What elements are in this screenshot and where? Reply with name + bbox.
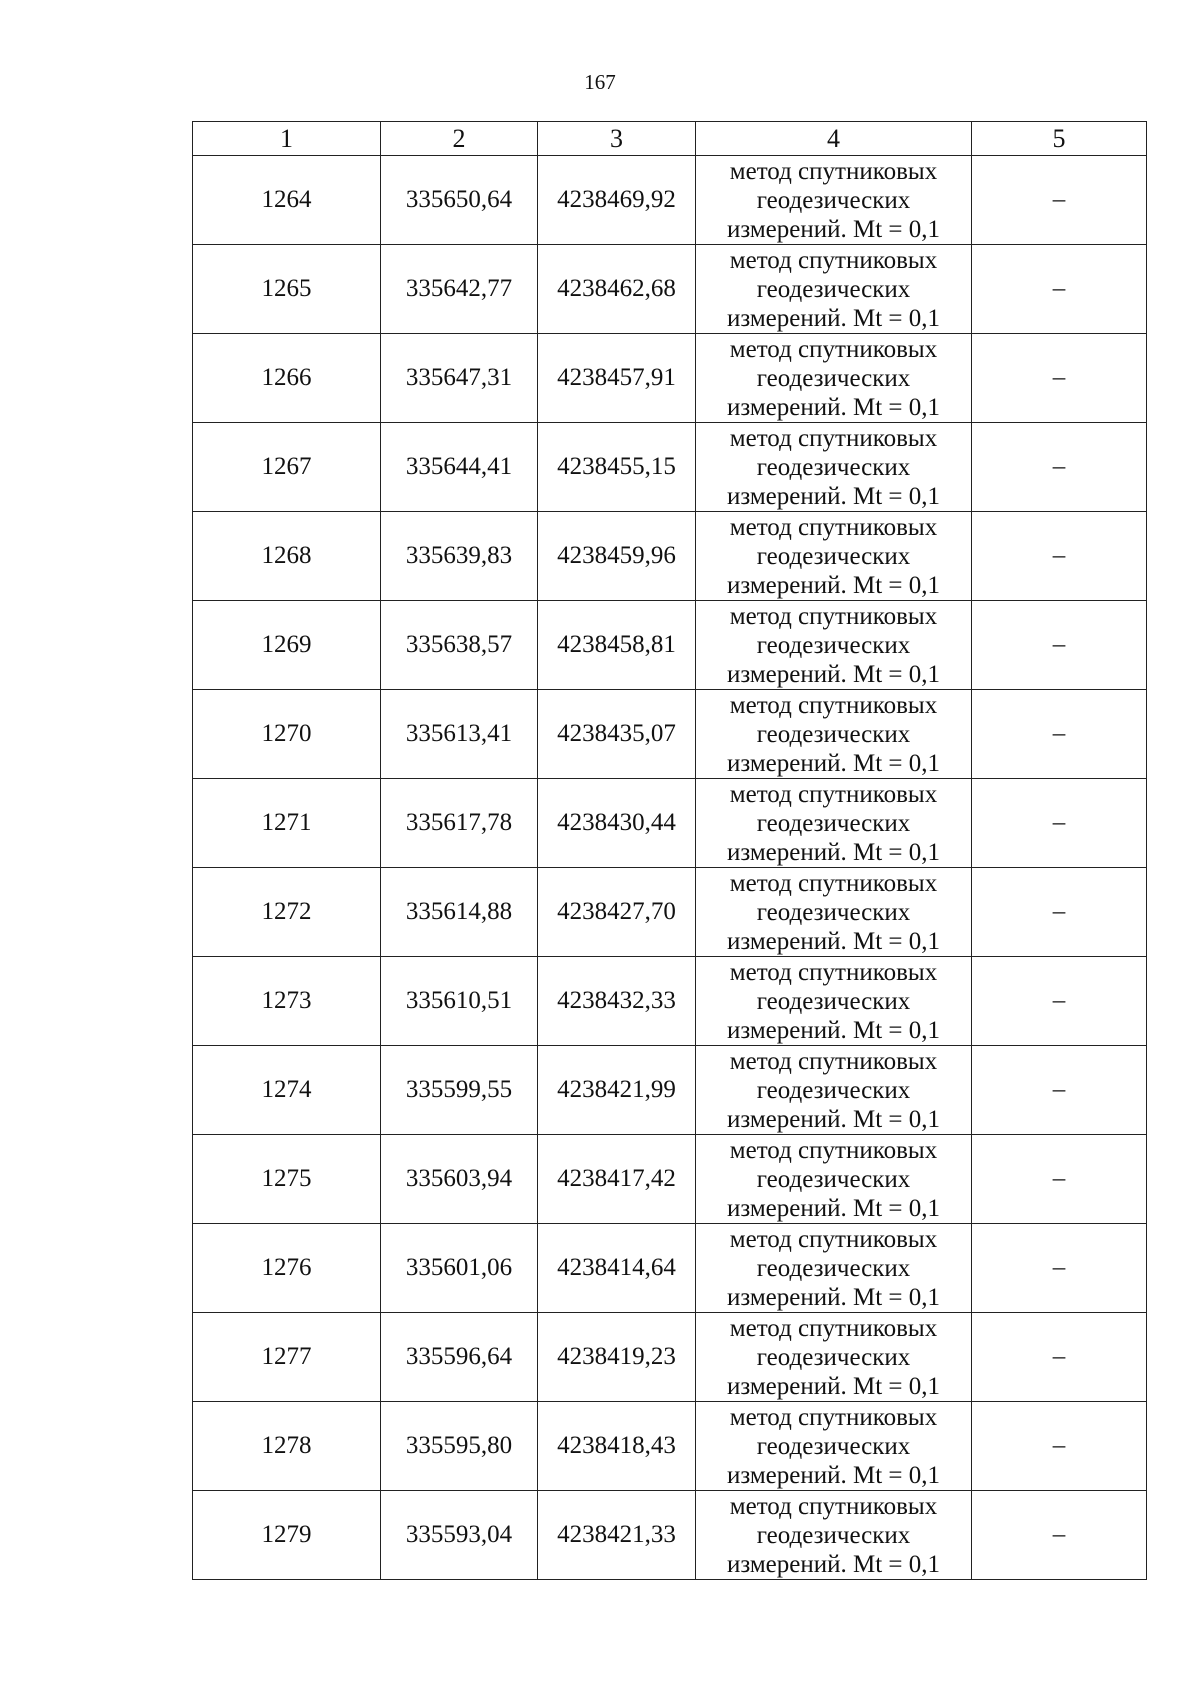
method-text-line: метод спутниковых (729, 157, 938, 185)
x-coordinate-cell: 335642,77 (381, 245, 538, 334)
point-number-cell: 1274 (193, 1046, 381, 1135)
table-body (193, 156, 1147, 1580)
method-text-line: метод спутниковых (729, 1403, 938, 1431)
table-row (193, 512, 1147, 601)
method-text-line: метод спутниковых (729, 424, 938, 452)
y-coordinate-cell: 4238421,99 (538, 1046, 696, 1135)
y-coordinate-cell: 4238421,33 (538, 1491, 696, 1580)
point-number-cell: 1271 (193, 779, 381, 868)
y-coordinate-cell: 4238432,33 (538, 957, 696, 1046)
method-text-line: метод спутниковых (729, 1492, 938, 1520)
note-cell: – (972, 423, 1147, 512)
point-number-cell: 1275 (193, 1135, 381, 1224)
method-text-line: измерений. Mt = 0,1 (726, 1461, 941, 1489)
table-row (193, 868, 1147, 957)
y-coordinate-cell: 4238459,96 (538, 512, 696, 601)
method-cell (696, 423, 972, 512)
method-text-line: геодезических (756, 631, 911, 659)
note-cell: – (972, 868, 1147, 957)
method-text-line: измерений. Mt = 0,1 (726, 1372, 941, 1400)
note-cell: – (972, 690, 1147, 779)
method-cell (696, 1313, 972, 1402)
point-number-cell: 1270 (193, 690, 381, 779)
y-coordinate-cell: 4238458,81 (538, 601, 696, 690)
method-text-line: метод спутниковых (729, 869, 938, 897)
point-number-cell: 1266 (193, 334, 381, 423)
method-text-line: геодезических (756, 1076, 911, 1104)
note-cell: – (972, 1313, 1147, 1402)
method-text-line: геодезических (756, 186, 911, 214)
method-text-line: геодезических (756, 364, 911, 392)
method-text-line: геодезических (756, 1165, 911, 1193)
table-row (193, 779, 1147, 868)
table-row (193, 423, 1147, 512)
method-text-line: измерений. Mt = 0,1 (726, 393, 941, 421)
method-text-line: геодезических (756, 809, 911, 837)
x-coordinate-cell: 335610,51 (381, 957, 538, 1046)
method-text-line: измерений. Mt = 0,1 (726, 749, 941, 777)
method-text-line: геодезических (756, 720, 911, 748)
method-text-line: измерений. Mt = 0,1 (726, 1016, 941, 1044)
method-text-line: геодезических (756, 275, 911, 303)
point-number-cell: 1265 (193, 245, 381, 334)
note-cell: – (972, 334, 1147, 423)
method-text-line: измерений. Mt = 0,1 (726, 215, 941, 243)
method-text-line: измерений. Mt = 0,1 (726, 571, 941, 599)
table-row (193, 245, 1147, 334)
note-cell: – (972, 1135, 1147, 1224)
x-coordinate-cell: 335647,31 (381, 334, 538, 423)
x-coordinate-cell: 335638,57 (381, 601, 538, 690)
method-text-line: геодезических (756, 453, 911, 481)
x-coordinate-cell: 335650,64 (381, 156, 538, 245)
method-cell (696, 957, 972, 1046)
note-cell: – (972, 957, 1147, 1046)
method-text-line: геодезических (756, 987, 911, 1015)
header-col-1: 1 (193, 122, 381, 156)
point-number-cell: 1278 (193, 1402, 381, 1491)
note-cell: – (972, 245, 1147, 334)
table-row (193, 1313, 1147, 1402)
x-coordinate-cell: 335617,78 (381, 779, 538, 868)
note-cell: – (972, 156, 1147, 245)
method-text-line: измерений. Mt = 0,1 (726, 1550, 941, 1578)
method-text-line: геодезических (756, 542, 911, 570)
point-number-cell: 1277 (193, 1313, 381, 1402)
method-text-line: измерений. Mt = 0,1 (726, 304, 941, 332)
method-text-line: метод спутниковых (729, 691, 938, 719)
method-cell (696, 690, 972, 779)
method-cell (696, 1046, 972, 1135)
method-cell (696, 868, 972, 957)
x-coordinate-cell: 335603,94 (381, 1135, 538, 1224)
y-coordinate-cell: 4238418,43 (538, 1402, 696, 1491)
table-header (193, 122, 1147, 156)
method-text-line: метод спутниковых (729, 1225, 938, 1253)
note-cell: – (972, 601, 1147, 690)
header-col-3: 3 (538, 122, 696, 156)
method-text-line: метод спутниковых (729, 246, 938, 274)
point-number-cell: 1264 (193, 156, 381, 245)
method-text-line: геодезических (756, 898, 911, 926)
method-cell (696, 779, 972, 868)
note-cell: – (972, 1402, 1147, 1491)
method-text-line: геодезических (756, 1254, 911, 1282)
method-text-line: геодезических (756, 1432, 911, 1460)
coordinates-table (192, 121, 1147, 1580)
method-text-line: метод спутниковых (729, 1136, 938, 1164)
x-coordinate-cell: 335644,41 (381, 423, 538, 512)
table-row (193, 156, 1147, 245)
table-row (193, 1402, 1147, 1491)
method-text-line: измерений. Mt = 0,1 (726, 927, 941, 955)
note-cell: – (972, 1224, 1147, 1313)
y-coordinate-cell: 4238427,70 (538, 868, 696, 957)
method-text-line: метод спутниковых (729, 1314, 938, 1342)
point-number-cell: 1272 (193, 868, 381, 957)
y-coordinate-cell: 4238417,42 (538, 1135, 696, 1224)
method-text-line: метод спутниковых (729, 602, 938, 630)
method-text-line: метод спутниковых (729, 513, 938, 541)
page-number: 167 (584, 70, 616, 94)
method-cell (696, 334, 972, 423)
x-coordinate-cell: 335614,88 (381, 868, 538, 957)
note-cell: – (972, 512, 1147, 601)
method-text-line: геодезических (756, 1343, 911, 1371)
y-coordinate-cell: 4238430,44 (538, 779, 696, 868)
y-coordinate-cell: 4238414,64 (538, 1224, 696, 1313)
point-number-cell: 1268 (193, 512, 381, 601)
method-cell (696, 156, 972, 245)
point-number-cell: 1269 (193, 601, 381, 690)
header-row (193, 122, 1147, 156)
method-text-line: метод спутниковых (729, 335, 938, 363)
method-cell (696, 512, 972, 601)
method-cell (696, 245, 972, 334)
method-text-line: измерений. Mt = 0,1 (726, 1283, 941, 1311)
point-number-cell: 1276 (193, 1224, 381, 1313)
table-row (193, 1224, 1147, 1313)
table-row (193, 334, 1147, 423)
table-row (193, 1491, 1147, 1580)
table-row (193, 1135, 1147, 1224)
method-text-line: измерений. Mt = 0,1 (726, 482, 941, 510)
method-cell (696, 1135, 972, 1224)
header-col-4: 4 (696, 122, 972, 156)
method-text-line: геодезических (756, 1521, 911, 1549)
note-cell: – (972, 1491, 1147, 1580)
method-text-line: измерений. Mt = 0,1 (726, 660, 941, 688)
x-coordinate-cell: 335593,04 (381, 1491, 538, 1580)
method-text-line: метод спутниковых (729, 1047, 938, 1075)
x-coordinate-cell: 335601,06 (381, 1224, 538, 1313)
y-coordinate-cell: 4238462,68 (538, 245, 696, 334)
method-cell (696, 1224, 972, 1313)
table-row (193, 1046, 1147, 1135)
point-number-cell: 1267 (193, 423, 381, 512)
x-coordinate-cell: 335599,55 (381, 1046, 538, 1135)
x-coordinate-cell: 335595,80 (381, 1402, 538, 1491)
table-row (193, 957, 1147, 1046)
method-cell (696, 1402, 972, 1491)
table-row (193, 601, 1147, 690)
method-cell (696, 601, 972, 690)
point-number-cell: 1273 (193, 957, 381, 1046)
x-coordinate-cell: 335613,41 (381, 690, 538, 779)
point-number-cell: 1279 (193, 1491, 381, 1580)
header-col-5: 5 (972, 122, 1147, 156)
x-coordinate-cell: 335596,64 (381, 1313, 538, 1402)
table-row (193, 690, 1147, 779)
method-text-line: измерений. Mt = 0,1 (726, 1194, 941, 1222)
method-text-line: метод спутниковых (729, 780, 938, 808)
method-text-line: измерений. Mt = 0,1 (726, 1105, 941, 1133)
y-coordinate-cell: 4238435,07 (538, 690, 696, 779)
method-text-line: метод спутниковых (729, 958, 938, 986)
y-coordinate-cell: 4238455,15 (538, 423, 696, 512)
note-cell: – (972, 1046, 1147, 1135)
y-coordinate-cell: 4238469,92 (538, 156, 696, 245)
y-coordinate-cell: 4238457,91 (538, 334, 696, 423)
method-cell (696, 1491, 972, 1580)
method-text-line: измерений. Mt = 0,1 (726, 838, 941, 866)
x-coordinate-cell: 335639,83 (381, 512, 538, 601)
header-col-2: 2 (381, 122, 538, 156)
note-cell: – (972, 779, 1147, 868)
y-coordinate-cell: 4238419,23 (538, 1313, 696, 1402)
